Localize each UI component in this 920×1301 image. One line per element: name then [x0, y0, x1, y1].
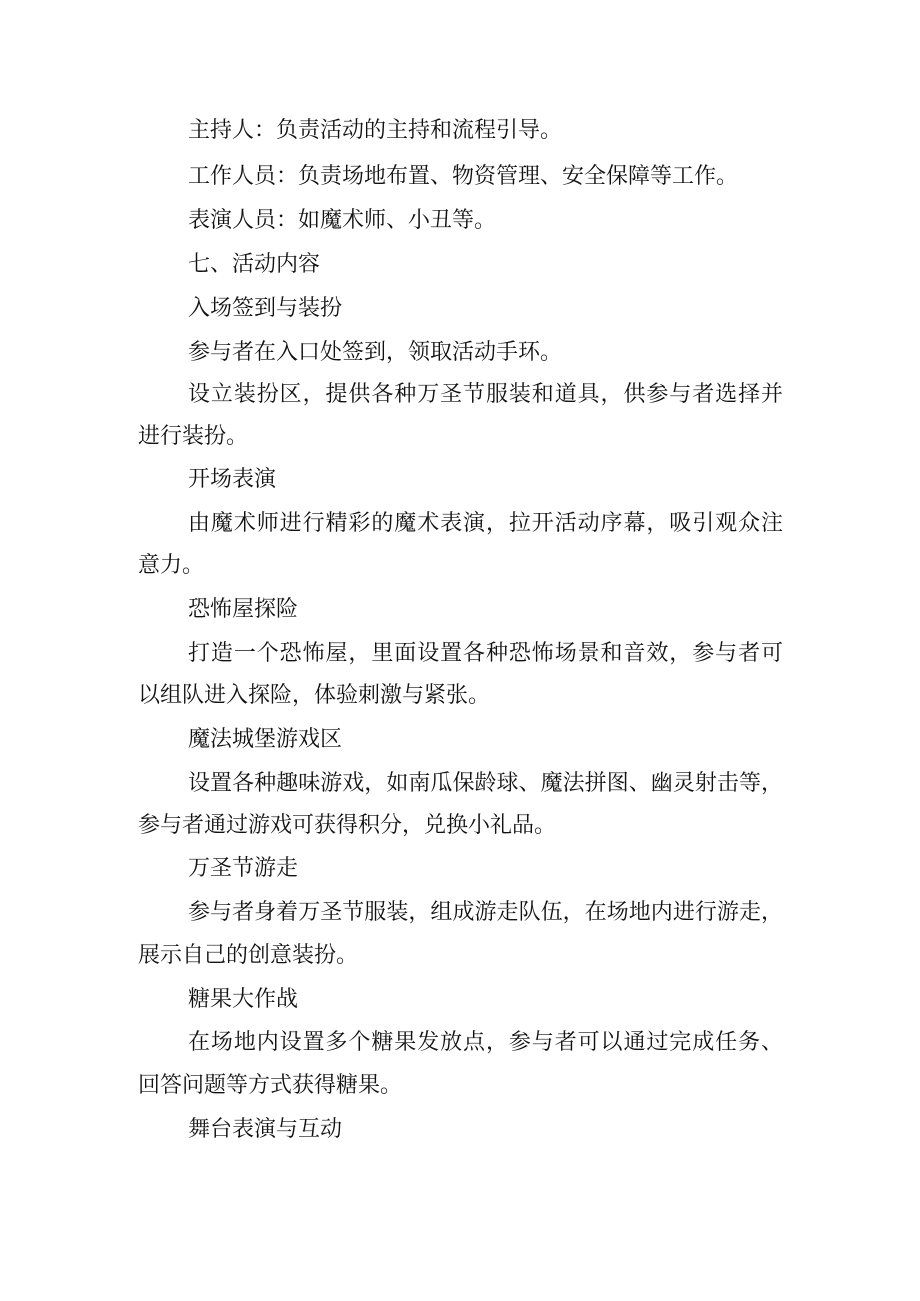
paragraph-line: 展示自己的创意装扮。 [138, 943, 359, 968]
paragraph-line: 以组队进入探险，体验刺激与紧张。 [138, 683, 491, 708]
paragraph-line: 设置各种趣味游戏，如南瓜保龄球、魔法拼图、幽灵射击等， [188, 771, 783, 796]
paragraph-line: 进行装扮。 [138, 424, 249, 449]
paragraph-line: 打造一个恐怖屋，里面设置各种恐怖场景和音效，参与者可 [188, 641, 783, 666]
paragraph-line: 参与者身着万圣节服装，组成游走队伍，在场地内进行游走， [188, 900, 783, 925]
staff-performers: 表演人员：如魔术师、小丑等。 [188, 208, 497, 233]
item-heading-candy-battle: 糖果大作战 [188, 987, 299, 1012]
paragraph-line: 设立装扮区，提供各种万圣节服装和道具，供参与者选择并 [188, 382, 783, 407]
paragraph-line: 参与者在入口处签到，领取活动手环。 [188, 340, 563, 365]
staff-host: 主持人：负责活动的主持和流程引导。 [188, 118, 563, 143]
item-heading-haunted-house: 恐怖屋探险 [188, 597, 299, 622]
item-heading-opening-show: 开场表演 [188, 467, 277, 492]
paragraph-line: 回答问题等方式获得糖果。 [138, 1073, 403, 1098]
paragraph-line: 由魔术师进行精彩的魔术表演，拉开活动序幕，吸引观众注 [188, 511, 783, 536]
item-heading-magic-castle: 魔法城堡游戏区 [188, 727, 343, 752]
paragraph-line: 在场地内设置多个糖果发放点，参与者可以通过完成任务、 [188, 1030, 783, 1055]
section-heading-activity-content: 七、活动内容 [188, 252, 321, 277]
paragraph-line: 参与者通过游戏可获得积分，兑换小礼品。 [138, 813, 557, 838]
item-heading-check-in: 入场签到与装扮 [188, 296, 343, 321]
staff-workers: 工作人员：负责场地布置、物资管理、安全保障等工作。 [188, 164, 739, 189]
paragraph-line: 意力。 [138, 553, 205, 578]
item-heading-halloween-parade: 万圣节游走 [188, 856, 299, 881]
item-heading-stage-show: 舞台表演与互动 [188, 1117, 343, 1142]
